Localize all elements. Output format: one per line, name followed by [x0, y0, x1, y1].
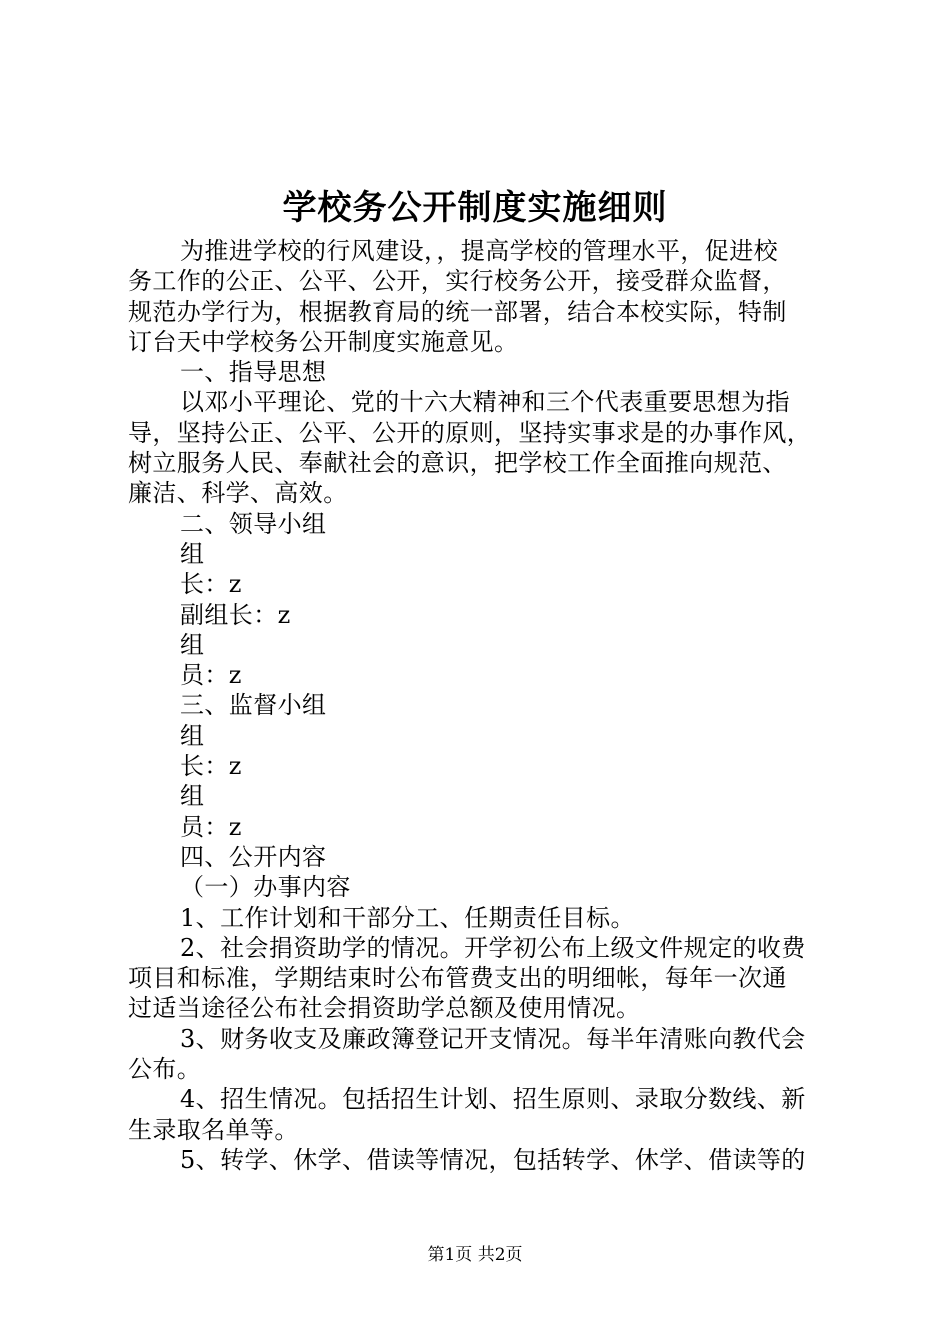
document-line: 四、公开内容 — [180, 842, 327, 871]
document-line: 过适当途径公布社会捐资助学总额及使用情况。 — [128, 994, 641, 1023]
document-line: 组 — [180, 721, 205, 750]
document-line: 规范办学行为，根据教育局的统一部署，结合本校实际，特制 — [128, 297, 787, 326]
document-line: 为推进学校的行风建设，，提高学校的管理水平，促进校 — [180, 237, 778, 265]
document-line: 长：z — [180, 570, 242, 599]
document-line: 廉洁、科学、高效。 — [128, 479, 348, 508]
document-body — [128, 236, 832, 1175]
document-line: 组 — [180, 630, 205, 659]
document-line: 项目和标准，学期结束时公布管费支出的明细帐，每年一次通 — [128, 964, 787, 993]
document-line: 员：z — [180, 661, 242, 690]
page-footer: 第1页 共2页 — [427, 1245, 523, 1265]
document-line: 5、转学、休学、借读等情况，包括转学、休学、借读等的 — [180, 1145, 806, 1174]
document-line: 生录取名单等。 — [128, 1115, 299, 1144]
document-title: 学校务公开制度实施细则 — [282, 188, 668, 228]
document-line: 导，坚持公正、公平、公开的原则，坚持实事求是的办事作风， — [128, 418, 812, 447]
document-line: 长：z — [180, 752, 242, 781]
document-line: 副组长：z — [180, 600, 291, 629]
document-line: （一）办事内容 — [180, 873, 351, 902]
document-line: 1、工作计划和干部分工、任期责任目标。 — [180, 903, 635, 932]
document-line: 3、财务收支及廉政簿登记开支情况。每半年清账向教代会 — [180, 1024, 806, 1053]
document-line: 组 — [180, 539, 205, 568]
document-line: 以邓小平理论、党的十六大精神和三个代表重要思想为指 — [180, 388, 790, 417]
document-line: 二、领导小组 — [180, 509, 327, 538]
document-line: 4、招生情况。包括招生计划、招生原则、录取分数线、新 — [180, 1085, 806, 1114]
document-line: 组 — [180, 782, 205, 811]
document-line: 一、指导思想 — [180, 358, 327, 387]
document-line: 三、监督小组 — [180, 691, 327, 720]
document-line: 2、社会捐资助学的情况。开学初公布上级文件规定的收费 — [180, 933, 806, 962]
document-line: 树立服务人民、奉献社会的意识，把学校工作全面推向规范、 — [128, 449, 787, 478]
document-line: 公布。 — [128, 1055, 202, 1084]
document-line: 订台天中学校务公开制度实施意见。 — [128, 327, 519, 356]
document-line: 员：z — [180, 812, 242, 841]
document-line: 务工作的公正、公平、公开，实行校务公开，接受群众监督， — [128, 267, 787, 296]
